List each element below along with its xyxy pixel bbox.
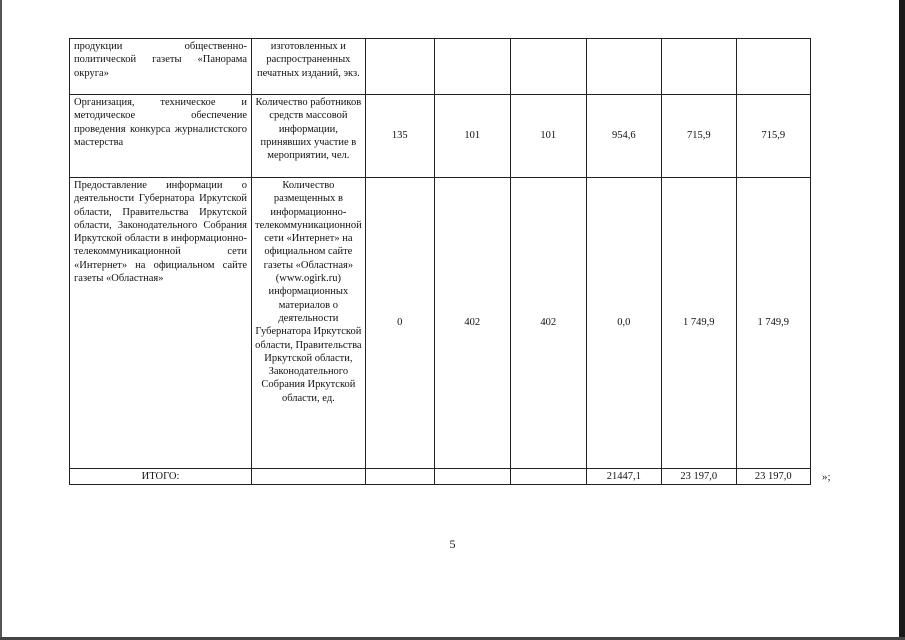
page-number: 5: [449, 537, 456, 551]
value-cell: 715,9: [661, 95, 736, 178]
value-cell: [586, 39, 661, 95]
value-cell: [365, 39, 434, 95]
closing-quote-mark: »;: [822, 471, 831, 483]
budget-table: [69, 38, 811, 485]
value-cell: [252, 469, 366, 485]
value-cell: 715,9: [736, 95, 810, 178]
row-description: Предоставление информации о деятельности Губернатора Иркутской области, Правительства Иркутской области, Законодательного Собрания Иркутской области в информационно-телекоммуникационной сети «Интернет» на официальном сайте газеты «Областная»: [70, 178, 252, 469]
value-cell: 101: [510, 95, 586, 178]
value-cell: [510, 469, 586, 485]
value-cell: [434, 39, 510, 95]
total-row: [70, 469, 811, 485]
row-indicator: Количество работников средств массовой информации, принявших участие в мероприятии, чел.: [252, 95, 366, 178]
value-cell: 1 749,9: [736, 178, 810, 469]
value-cell: 0,0: [586, 178, 661, 469]
table-row: [70, 178, 811, 469]
row-indicator: Количество размещенных в информационно-телекоммуникационной сети «Интернет» на официальном сайте газеты «Областная» (www.ogirk.ru) информационных материалов о деятельности Губернатора Иркутской области, Правительства Иркутской области, Законодательного Собрания Иркутской области, ед.: [252, 178, 366, 469]
row-indicator: изготовленных и распространенных печатных изданий, экз.: [252, 39, 366, 95]
value-cell: 402: [434, 178, 510, 469]
total-value: 23 197,0: [661, 469, 736, 485]
total-value: 21447,1: [586, 469, 661, 485]
value-cell: 1 749,9: [661, 178, 736, 469]
total-label: ИТОГО:: [70, 469, 252, 485]
value-cell: [434, 469, 510, 485]
value-cell: 954,6: [586, 95, 661, 178]
table-row: [70, 95, 811, 178]
value-cell: [365, 469, 434, 485]
value-cell: 135: [365, 95, 434, 178]
row-description: продукции общественно-политической газеты «Панорама округа»: [70, 39, 252, 95]
total-value: 23 197,0: [736, 469, 810, 485]
value-cell: 0: [365, 178, 434, 469]
value-cell: [510, 39, 586, 95]
value-cell: 101: [434, 95, 510, 178]
value-cell: 402: [510, 178, 586, 469]
row-description: Организация, техническое и методическое обеспечение проведения конкурса журналистского мастерства: [70, 95, 252, 178]
table-row: [70, 39, 811, 95]
value-cell: [736, 39, 810, 95]
value-cell: [661, 39, 736, 95]
